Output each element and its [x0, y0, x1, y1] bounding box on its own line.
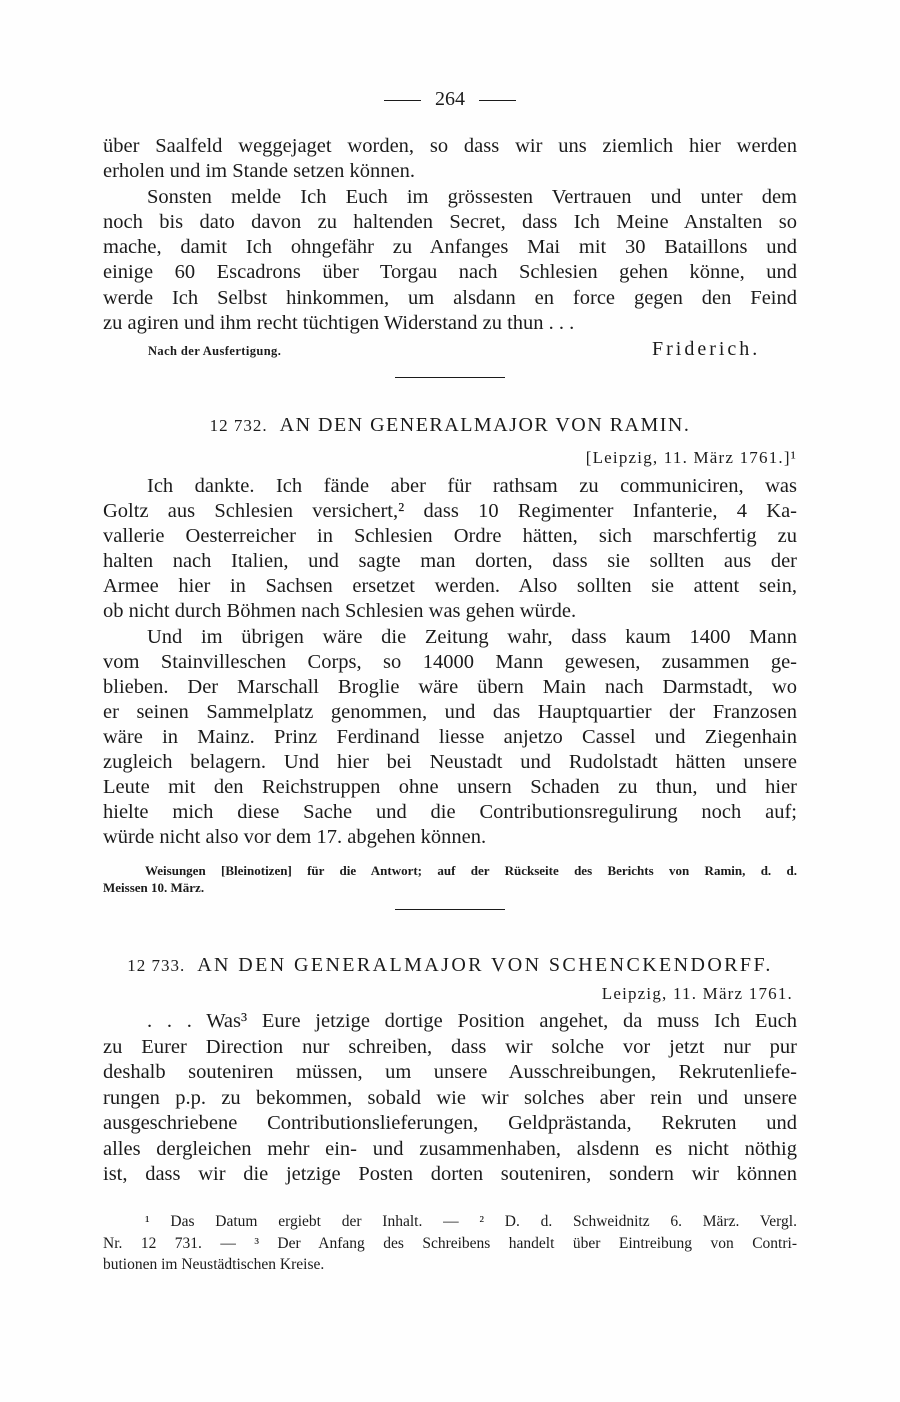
- body-line: über Saalfeld weggejaget worden, so dass wir uns ziemlich hier werden: [103, 135, 797, 157]
- body-line: ob nicht durch Böhmen nach Schlesien was gehen würde.: [103, 600, 577, 623]
- body-line: Leute mit den Reichstruppen ohne unsern Schaden zu thun, und hier: [103, 776, 797, 799]
- letter-number: 12 733.: [127, 956, 186, 975]
- page-number-rule-left: [384, 100, 421, 101]
- body-line: Ich dankte. Ich fände aber für rathsam zu communiciren, was: [147, 475, 797, 497]
- source-note: Nach der Ausfertigung.: [148, 344, 282, 358]
- body-line: vallerie Oesterreicher in Schlesien Ordre hätten, sich marschfertig zu: [103, 525, 797, 548]
- section-rule: [395, 377, 505, 378]
- footnote-line: Nr. 12 731. — ³ Der Anfang des Schreibens handelt über Eintreibung von Contri-: [103, 1234, 797, 1252]
- body-line: einige 60 Escadrons über Torgau nach Schlesien gehen könne, und: [103, 261, 797, 284]
- body-line: erholen und im Stande setzen können.: [103, 160, 415, 183]
- body-line: hielte mich diese Sache und die Contributionsregulirung noch auf;: [103, 801, 797, 824]
- footnote-line: ¹ Das Datum ergiebt der Inhalt. — ² D. d. Schweidnitz 6. März. Vergl.: [145, 1213, 797, 1230]
- body-line: werde Ich Selbst hinkommen, um alsdann en force gegen den Feind: [103, 286, 797, 309]
- letter-heading: [0, 952, 900, 979]
- body-line: ist, dass wir die jetzige Posten dorten souteniren, sondern wir können: [103, 1163, 797, 1185]
- body-line: Armee hier in Sachsen ersetzet werden. Also sollten sie attent sein,: [103, 575, 797, 598]
- body-line: Sonsten melde Ich Euch im grössesten Vertrauen und unter dem: [147, 185, 797, 208]
- letter-number: 12 732.: [209, 416, 268, 435]
- body-line: er seinen Sammelplatz genommen, und das Hauptquartier der Franzosen: [103, 700, 797, 723]
- body-line: rungen p.p. zu bekommen, sobald wie wir solches aber rein und unsere: [103, 1086, 797, 1109]
- letter-date: [Leipzig, 11. März 1761.]¹: [585, 448, 797, 467]
- continuation-text: [103, 134, 797, 336]
- body-line: . . . Was³ Eure jetzige dortige Position angehet, da muss Ich Euch: [147, 1010, 797, 1032]
- body-line: wäre in Mainz. Prinz Ferdinand liesse anjetzo Cassel und Ziegenhain: [103, 725, 797, 748]
- body-line: zu agiren und ihm recht tüchtigen Widerstand zu thun . . .: [103, 312, 575, 335]
- section-rule: [395, 909, 505, 910]
- page-number-header: [0, 86, 900, 112]
- body-line: noch bis dato davon zu haltenden Secret, dass Ich Meine Anstalten so: [103, 210, 797, 233]
- body-line: zu Eurer Direction nur schreiben, dass wir solche vor jetzt nur pur: [103, 1035, 797, 1058]
- letter-body: [103, 1009, 797, 1188]
- letter-note: [103, 862, 797, 896]
- signature: Friderich.: [652, 338, 761, 360]
- footnote-line: butionen im Neustädtischen Kreise.: [103, 1256, 325, 1273]
- body-line: alles dergleichen mehr ein- und zusammenhaben, alsdenn es nicht nöthig: [103, 1137, 797, 1160]
- body-line: Und im übrigen wäre die Zeitung wahr, dass kaum 1400 Mann: [147, 625, 797, 648]
- footnotes: [103, 1211, 797, 1276]
- page-number: 264: [435, 88, 465, 110]
- body-line: vom Stainvilleschen Corps, so 14000 Mann gewesen, zusammen ge-: [103, 650, 797, 673]
- body-line: deshalb souteniren müssen, um unsere Ausschreibungen, Rekrutenliefe-: [103, 1061, 797, 1083]
- body-line: Goltz aus Schlesien versichert,² dass 10 Regimenter Infanterie, 4 Ka-: [103, 500, 797, 523]
- letter-note-line: Weisungen [Bleinotizen] für die Antwort; auf der Rückseite des Berichts von Ramin, d. d.: [145, 863, 797, 878]
- letter-recipient: AN DEN GENERALMAJOR VON RAMIN.: [279, 414, 691, 436]
- letter-recipient: AN DEN GENERALMAJOR VON SCHENCKENDORFF.: [197, 954, 773, 976]
- body-line: würde nicht also vor dem 17. abgehen können.: [103, 826, 487, 849]
- page-number-rule-right: [479, 100, 516, 101]
- body-line: blieben. Der Marschall Broglie wäre übern Main nach Darmstadt, wo: [103, 675, 797, 698]
- letter-note-line: Meissen 10. März.: [103, 880, 205, 895]
- letter-heading: [0, 412, 900, 439]
- body-line: zugleich belagern. Und hier bei Neustadt und Rudolstadt hätten unsere: [103, 751, 797, 774]
- body-line: ausgeschriebene Contributionslieferungen, Geldprästanda, Rekruten und: [103, 1112, 797, 1134]
- letter-date: Leipzig, 11. März 1761.: [601, 984, 793, 1003]
- body-line: halten nach Italien, und sagte man dorten, dass sie sollten aus der: [103, 550, 797, 573]
- letter-body: [103, 474, 797, 850]
- body-line: mache, damit Ich ohngefähr zu Anfanges Mai mit 30 Bataillons und: [103, 236, 797, 259]
